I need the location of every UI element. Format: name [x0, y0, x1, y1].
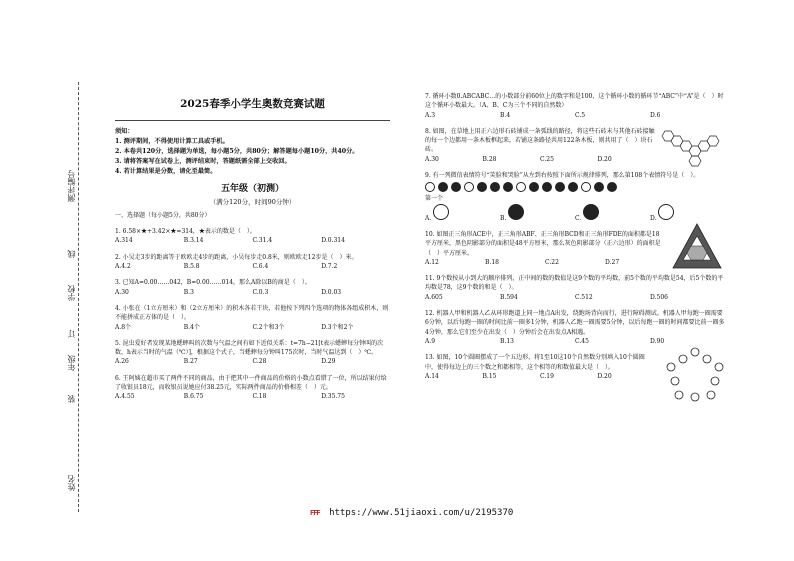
question-1: [115, 227, 390, 246]
option: C.45: [575, 337, 589, 345]
cry-face-icon: [568, 182, 578, 192]
question-5: [115, 339, 390, 367]
option: C.6.4: [252, 263, 269, 271]
option: D.7.2: [321, 263, 338, 271]
smile-face-icon: [516, 182, 526, 192]
question-text: 5. 昆虫爱好者发现某地蟋蟀叫的次数与气温之间有如下近似关系：t=7h−21[t表示蟋蟀每分钟叫的次数，h表示当时的气温（℃）]，根据这个式子，当蟋蟀每分钟叫175次时，当时气温达到（ ）℃。: [115, 339, 384, 357]
right-column: [425, 92, 725, 381]
emoji-sequence: [425, 182, 725, 192]
smile-face-icon: [581, 182, 591, 192]
notice-head: 须知：: [115, 128, 134, 136]
option: B.13: [500, 337, 514, 345]
notice-item: 2. 本卷共120分，选择题为单选，每小题5分，共80分；解答题每小题10分，共40分。: [115, 148, 359, 156]
option: A.3: [425, 111, 436, 119]
option: D.90: [650, 337, 665, 345]
question-text: 7. 循环小数0.ABCABC…的小数部分前60位上的数字和是100，这个循环小数的循环节“ABC”中“A”是（ ）时这个循环小数最大。（A、B、C为三个不同的自然数）: [425, 93, 724, 110]
question-text: 4. 小张在（1立方厘米）和（2立方厘米）的积木各若干块，若他按下列四个选项的物体各组成积木，则不能拼成正方体的是（ ）。: [115, 304, 389, 322]
cry-face-icon: [508, 204, 524, 220]
smile-face-icon: [464, 182, 474, 192]
grade-heading: 五年级（初测）: [220, 183, 284, 194]
question-6: [115, 374, 390, 402]
binding-line: [78, 82, 79, 512]
question-4: [115, 304, 390, 332]
option: D.506: [650, 293, 668, 301]
smile-face-icon: [658, 204, 674, 220]
option: C.22: [545, 258, 559, 266]
option: A.605: [425, 293, 443, 301]
side-grade: 年级: [67, 355, 76, 371]
cry-face-icon: [607, 182, 617, 192]
option: A.26: [115, 358, 129, 366]
option: B.3: [183, 288, 194, 296]
cry-face-icon: [438, 182, 448, 192]
option: B.4: [500, 111, 511, 119]
notice-item: 4. 若计算结果是分数，请化至最简。: [115, 167, 217, 175]
option: C.31.4: [252, 237, 273, 245]
cry-face-icon: [503, 182, 513, 192]
option: B.5.8: [183, 263, 200, 271]
option: D.29: [321, 358, 336, 366]
question-12: [425, 309, 725, 346]
question-3: [115, 278, 390, 297]
option: D.0.314: [321, 237, 345, 245]
option: B.: [500, 214, 507, 222]
side-pack-mark: 装: [67, 395, 76, 403]
hexagon-path-figure: [659, 127, 725, 169]
option: B.594: [500, 293, 518, 301]
question-2: [115, 253, 390, 272]
question-13: [425, 353, 725, 381]
question-text: 9. 有一列微信表情符号“笑脸和哭脸”从左到右按照下面所示规律排列，那么第108个表情符号是（ ）。: [425, 172, 700, 180]
option: D.: [650, 214, 657, 222]
option: C.25: [540, 155, 554, 163]
option: C.19: [540, 372, 554, 380]
option: A.: [425, 214, 432, 222]
side-line-mark: 线: [67, 250, 76, 258]
option: D.35.75: [321, 393, 345, 401]
option: D.20: [597, 372, 612, 380]
option: B.3.14: [183, 237, 204, 245]
cry-face-icon: [555, 182, 565, 192]
question-8: [425, 127, 725, 164]
side-school: 学校: [67, 285, 76, 301]
option: A.314: [115, 237, 133, 245]
option: D.0.03: [321, 288, 342, 296]
option: B.4个: [183, 323, 200, 331]
option: A.4.2: [115, 263, 131, 271]
circle-pentagon-figure: [665, 347, 725, 403]
cry-face-icon: [542, 182, 552, 192]
option: D.20: [597, 155, 612, 163]
option: B.6.75: [183, 393, 204, 401]
left-column: [115, 92, 390, 402]
question-text: 12. 机器人甲和机器人乙从环形跑道上同一地点A出发，绕跑场背向而行，进行障碍测试。机器人甲每跑一圈需要6分钟，以后每跑一圈的时间比前一圈多1分钟，机器人乙跑一圈需要5分钟，以后每跑一圈的时间都要比前一圈多4分钟，那么它们至少在出发（ ）分钟后会在出发点A相遇。: [425, 310, 725, 336]
option: D.3个和2个: [321, 323, 354, 331]
title-rule: [115, 120, 390, 121]
score-line: （满分120分，时间90分钟）: [209, 197, 296, 206]
notice-item: 3. 请将答案写在试卷上，测评结束时，答题纸需全部上交收回。: [115, 158, 291, 166]
question-11: [425, 274, 725, 302]
option: C.18: [252, 393, 267, 401]
option: C.512: [575, 293, 593, 301]
question-text: 11. 9个数按从小到大的顺序排列，正中间的数的数值是这9个数的平均数，前5个数的平均数是54，后5个数的平均数是78，这9个数的和是（ ）。: [425, 275, 724, 292]
option: D.27: [605, 258, 620, 266]
question-10: [425, 230, 725, 267]
option: A.9: [425, 337, 436, 345]
option: D.6: [650, 111, 661, 119]
paper-title: 2025春季小学生奥数竞赛试题: [180, 98, 325, 110]
side-name: 姓名: [67, 475, 76, 491]
sequence-start-label: 第一个: [425, 195, 444, 203]
cry-face-icon: [583, 204, 599, 220]
cry-face-icon: [529, 182, 539, 192]
option: A.4.55: [115, 393, 135, 401]
notice-block: [115, 127, 390, 177]
option: C.5: [575, 111, 586, 119]
option: B.15: [482, 372, 497, 380]
option: B.27: [183, 358, 198, 366]
smile-face-icon: [433, 204, 449, 220]
option: A.14: [425, 372, 439, 380]
option: C.2个和3个: [252, 323, 285, 331]
footer-watermark: [310, 508, 513, 518]
cry-face-icon: [594, 182, 604, 192]
site-logo: FFF: [310, 509, 320, 517]
smile-face-icon: [425, 182, 435, 192]
option: B.18: [485, 258, 499, 266]
cry-face-icon: [477, 182, 487, 192]
question-text: 2. 小吴走3步的距离等于欧欧走4步的距离，小吴每步走0.8米，则欧欧走12步是（ ）米。: [115, 253, 358, 261]
side-exam-no: 测评编号: [67, 170, 76, 202]
option: C.0.3: [252, 288, 269, 296]
option: A.12: [425, 258, 439, 266]
footer-url[interactable]: https://www.51jiaoxi.com/u/2195370: [329, 508, 514, 518]
question-text: 10. 如图正三角形ACE中，正三角形ABF、正三角形BCD和正三角形FDE的面积都是18平方厘米，黑色阴影部分的面积是48平方厘米，那么灰色阴影部分（正六边形）的面积是（ ）平方厘米。: [425, 230, 661, 257]
question-text: 1. 6.58×★+3.42×★=314，★表示的数是（ ）。: [115, 228, 256, 236]
triangle-figure: [671, 222, 723, 272]
question-text: 8. 如图，在草地上用正六边形石砖铺成一条弧线的路径，将这些石砖未与其他石砖接触的每一个边都用一条木板框起来，若铺这条路径共用122条木板，则共用了（ ）块石砖。: [425, 127, 655, 154]
option: C.28: [252, 358, 267, 366]
question-text: 13. 如图，10个圆圈摆成了一个五边形，将1至10这10个自然数分别填入10个圆圈中，使得每边上的三个数之和都相等，这个相等的和数值最大是（ ）。: [425, 354, 645, 371]
option: A.30: [115, 288, 129, 296]
question-text: 3. 已知A=0.00……042，B=0.00……014，那么A除以B的商是（ ）。: [115, 279, 311, 287]
notice-item: 1. 测评期间，不得使用计算工具或手机。: [115, 138, 229, 146]
section-heading: 一、选择题（每小题5分，共80分）: [115, 211, 211, 219]
option: B.28: [482, 155, 497, 163]
option: A.8个: [115, 323, 132, 331]
question-text: 6. 王阿姨在超市买了两件不同的商品，由于把其中一件商品的价格的小数点看错了一位，所以结果付给了收银员18元，而收银员说她应付38.25元，实际两件商品的价格相差（ ）元。: [115, 374, 387, 392]
question-9: [425, 171, 725, 223]
question-7: [425, 92, 725, 120]
cry-face-icon: [451, 182, 461, 192]
option: A.30: [425, 155, 439, 163]
side-bind-mark: 订: [67, 330, 76, 338]
cry-face-icon: [490, 182, 500, 192]
option: C.: [575, 214, 582, 222]
